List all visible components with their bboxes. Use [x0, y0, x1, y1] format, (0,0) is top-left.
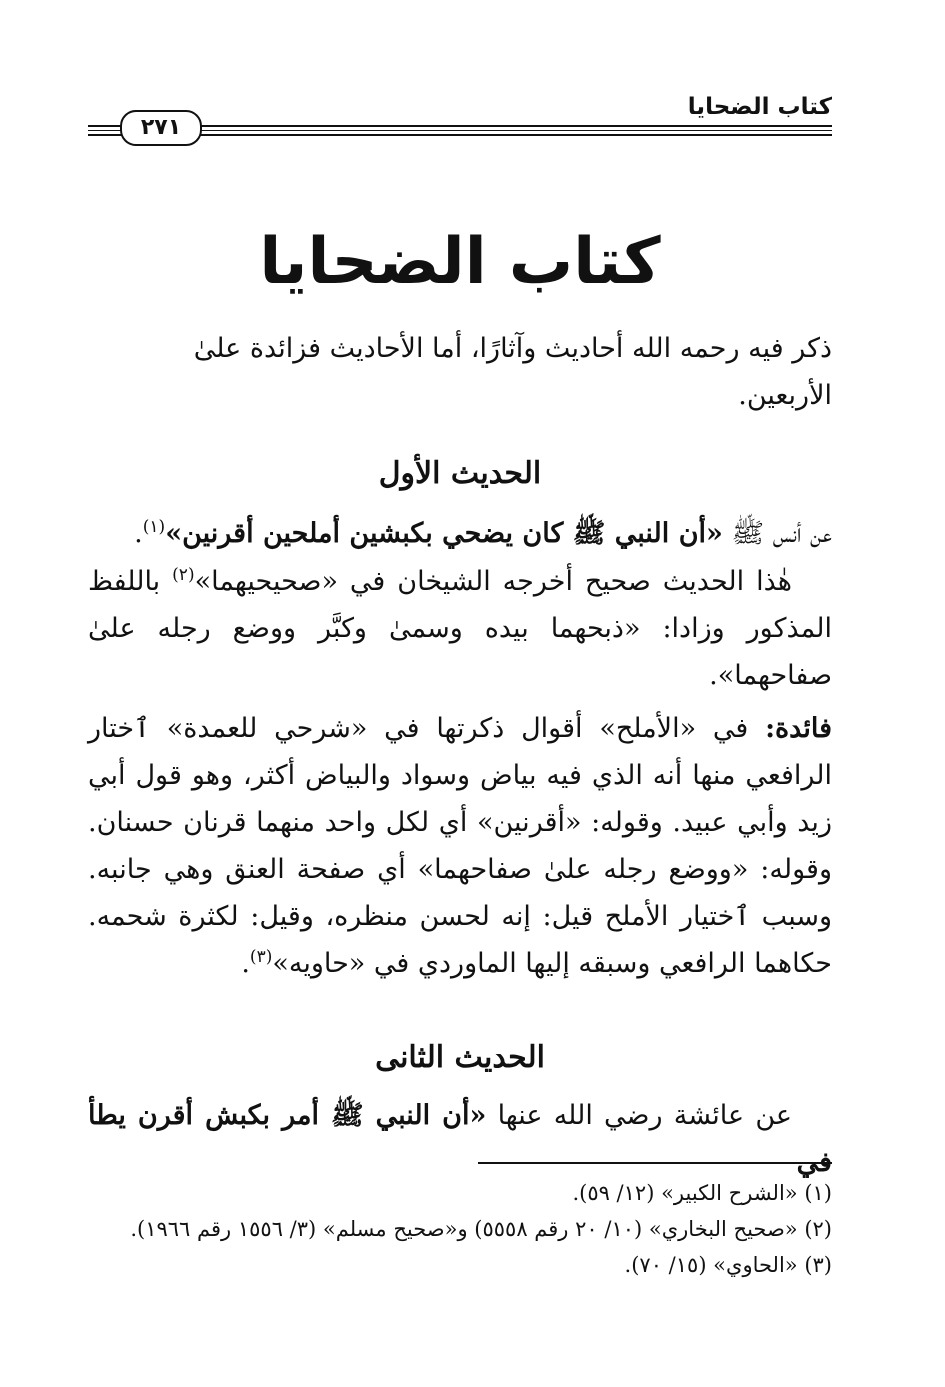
- benefit-end: .: [241, 948, 250, 979]
- hadith-1-heading: الحديث الأول: [378, 456, 542, 491]
- benefit-paragraph: [88, 705, 832, 987]
- benefit-text: في «الأملح» أقوال ذكرتها في «شرحي للعمدة» ٱختار الرافعي منها أنه الذي فيه بياض وسواد والبياض أكثر، وهو قول أبي زيد وأبي عبيد. وقوله: «أقرنين» أي لكل واحد منهما قرنان حسنان. وقوله: «ووضع رجله علىٰ صفاحهما» أي صفحة العنق وهي جانبه. وسبب ٱختيار الأملح قيل: إنه لحسن منظره، وقيل: لكثرة شحمه. حكاهما الرافعي وسبقه إليها الماوردي في «حاويه»: [88, 713, 832, 979]
- narration-end: .: [134, 518, 143, 549]
- chapter-title: كتاب الضحايا: [259, 225, 661, 299]
- footnote: (١) «الشرح الكبير» (١٢/ ٥٩).: [572, 1181, 832, 1205]
- narration-prefix: عن عائشة رضي الله عنها: [486, 1100, 792, 1131]
- narration-prefix: عن أنس ﷺ: [722, 518, 832, 549]
- commentary-text: باللفظ المذكور وزادا: «ذبحهما بيده وسمىٰ وكبَّر ووضع رجله علىٰ صفاحهما».: [88, 566, 832, 691]
- narration-text: «أن النبي ﷺ أمر بكبش أقرن يطأ في: [88, 1100, 832, 1178]
- footnote-ref: (٣): [249, 947, 273, 967]
- benefit-label: فائدة:: [765, 713, 832, 744]
- intro-line: الأربعين.: [738, 380, 832, 411]
- running-header: [88, 92, 832, 152]
- hadith-2-narration: [88, 1092, 832, 1186]
- footnote-ref: (١): [142, 517, 166, 537]
- hadith-2-heading: الحديث الثانى: [375, 1040, 545, 1075]
- page-number: ٢٧١: [120, 110, 202, 146]
- running-title: كتاب الضحايا: [687, 94, 832, 120]
- footnote-ref: (٢): [172, 565, 195, 585]
- intro-line: ذكر فيه رحمه الله أحاديث وآثارًا، أما الأحاديث فزائدة علىٰ: [193, 333, 832, 364]
- narration-text: «أن النبي ﷺ كان يضحي بكبشين أملحين أقرنين»: [165, 518, 723, 549]
- footnote: (٣) «الحاوي» (١٥/ ٧٠).: [624, 1253, 832, 1277]
- hadith-1-narration: [88, 510, 832, 557]
- footnote-separator: [478, 1162, 832, 1164]
- intro-paragraph: [88, 325, 832, 419]
- commentary-text: هٰذا الحديث صحيح أخرجه الشيخان في «صحيحيهما»: [194, 566, 792, 597]
- hadith-1-commentary: [88, 558, 832, 699]
- footnote: (٢) «صحيح البخاري» (١٠/ ٢٠ رقم ٥٥٥٨) و«صحيح مسلم» (٣/ ١٥٥٦ رقم ١٩٦٦).: [130, 1217, 832, 1241]
